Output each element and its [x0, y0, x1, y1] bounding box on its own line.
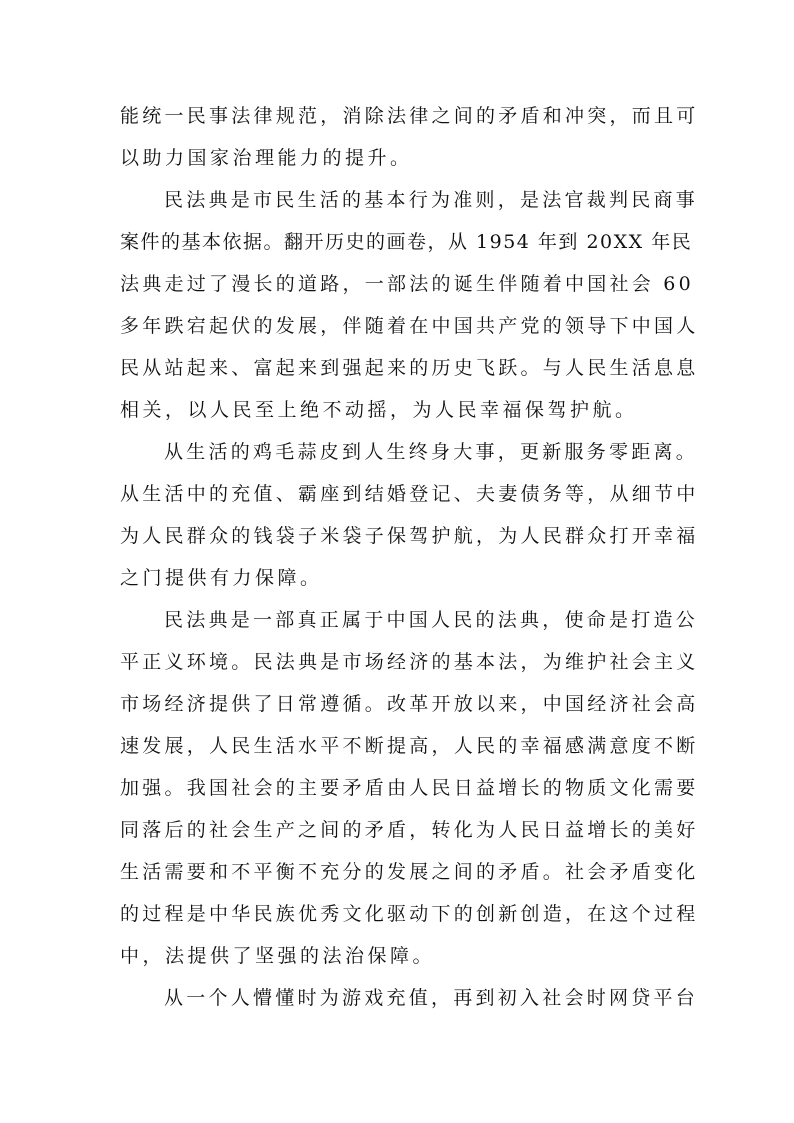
- text-line: 以助力国家治理能力的提升。: [120, 147, 413, 169]
- text-line: 法典走过了漫长的道路，一部法的诞生伴随着中国社会 60: [120, 273, 694, 295]
- text-line: 从生活的鸡毛蒜皮到人生终身大事，更新服务零距离。: [164, 441, 699, 463]
- text-line: 平正义环境。民法典是市场经济的基本法，为维护社会主义: [120, 651, 699, 673]
- text-line: 之门提供有力保障。: [120, 567, 323, 589]
- text-line: 从一个人懵懂时为游戏充值，再到初入社会时网贷平台: [164, 987, 699, 1009]
- text-line: 相关，以人民至上绝不动摇，为人民幸福保驾护航。: [120, 399, 638, 421]
- text-line: 市场经济提供了日常遵循。改革开放以来，中国经济社会高: [120, 693, 699, 715]
- text-line: 生活需要和不平衡不充分的发展之间的矛盾。社会矛盾变化: [120, 861, 699, 883]
- text-line: 为人民群众的钱袋子米袋子保驾护航，为人民群众打开幸福: [120, 525, 699, 547]
- text-line: 多年跌宕起伏的发展，伴随着在中国共产党的领导下中国人: [120, 315, 699, 337]
- text-line: 中，法提供了坚强的法治保障。: [120, 945, 436, 967]
- text-line: 能统一民事法律规范，消除法律之间的矛盾和冲突，而且可: [120, 105, 699, 127]
- text-line: 速发展，人民生活水平不断提高，人民的幸福感满意度不断: [120, 735, 699, 757]
- text-line: 同落后的社会生产之间的矛盾，转化为人民日益增长的美好: [120, 819, 699, 841]
- text-line: 民从站起来、富起来到强起来的历史飞跃。与人民生活息息: [120, 357, 699, 379]
- text-line: 从生活中的充值、霸座到结婚登记、夫妻债务等，从细节中: [120, 483, 699, 505]
- text-line: 民法典是一部真正属于中国人民的法典，使命是打造公: [164, 609, 699, 631]
- text-line: 民法典是市民生活的基本行为准则，是法官裁判民商事: [164, 189, 699, 211]
- text-line: 案件的基本依据。翻开历史的画卷，从 1954 年到 20XX 年民: [120, 231, 693, 253]
- text-line: 加强。我国社会的主要矛盾由人民日益增长的物质文化需要: [120, 777, 699, 799]
- text-line: 的过程是中华民族优秀文化驱动下的创新创造，在这个过程: [120, 903, 699, 925]
